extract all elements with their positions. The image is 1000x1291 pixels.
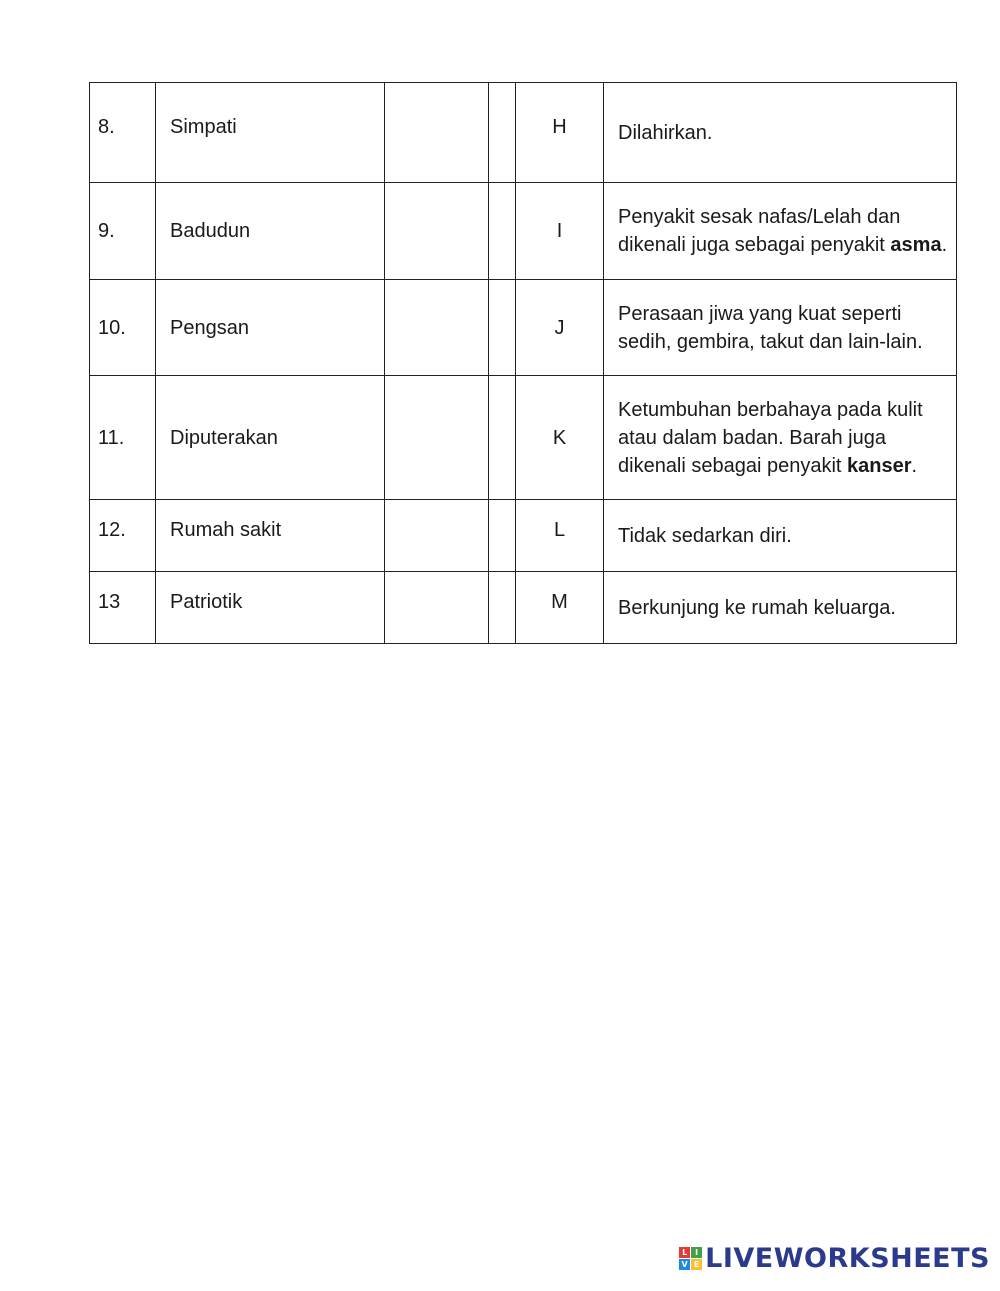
table-row xyxy=(90,280,957,376)
logo-cube: E xyxy=(691,1259,702,1270)
option-letter: M xyxy=(516,572,604,644)
gap-cell xyxy=(489,572,516,644)
row-number: 13 xyxy=(90,572,156,644)
option-letter: J xyxy=(516,280,604,376)
bold-term: kanser xyxy=(847,454,912,477)
row-number: 11. xyxy=(90,376,156,500)
logo-cube: V xyxy=(679,1259,690,1270)
definition-text: Perasaan jiwa yang kuat seperti sedih, gembira, takut dan lain-lain. xyxy=(604,280,957,376)
logo-cube: L xyxy=(679,1247,690,1258)
option-letter: K xyxy=(516,376,604,500)
definition-text: Ketumbuhan berbahaya pada kulit atau dalam badan. Barah juga dikenali sebagai penyakit kanser. xyxy=(604,376,957,500)
row-number: 8. xyxy=(90,83,156,183)
matching-table xyxy=(89,82,957,644)
liveworksheets-logo xyxy=(679,1243,990,1274)
option-letter: H xyxy=(516,83,604,183)
answer-box[interactable] xyxy=(385,183,489,280)
answer-box[interactable] xyxy=(385,280,489,376)
gap-cell xyxy=(489,376,516,500)
gap-cell xyxy=(489,183,516,280)
definition-text: Berkunjung ke rumah keluarga. xyxy=(604,572,957,644)
row-number: 9. xyxy=(90,183,156,280)
table-row xyxy=(90,572,957,644)
option-letter: I xyxy=(516,183,604,280)
term-word: Badudun xyxy=(156,183,385,280)
answer-box[interactable] xyxy=(385,572,489,644)
table-row xyxy=(90,376,957,500)
term-word: Simpati xyxy=(156,83,385,183)
definition-text: Penyakit sesak nafas/Lelah dan dikenali juga sebagai penyakit asma. xyxy=(604,183,957,280)
table-row xyxy=(90,183,957,280)
definition-text: Tidak sedarkan diri. xyxy=(604,500,957,572)
row-number: 12. xyxy=(90,500,156,572)
answer-box[interactable] xyxy=(385,376,489,500)
bold-term: asma xyxy=(890,234,942,256)
table-row xyxy=(90,83,957,183)
term-word: Diputerakan xyxy=(156,376,385,500)
gap-cell xyxy=(489,83,516,183)
answer-box[interactable] xyxy=(385,83,489,183)
term-word: Rumah sakit xyxy=(156,500,385,572)
answer-box[interactable] xyxy=(385,500,489,572)
logo-text: LIVEWORKSHEETS xyxy=(705,1243,990,1274)
table-row xyxy=(90,500,957,572)
term-word: Pengsan xyxy=(156,280,385,376)
logo-cube: I xyxy=(691,1247,702,1258)
option-letter: L xyxy=(516,500,604,572)
gap-cell xyxy=(489,500,516,572)
logo-cubes-icon xyxy=(679,1247,702,1270)
gap-cell xyxy=(489,280,516,376)
term-word: Patriotik xyxy=(156,572,385,644)
definition-text: Dilahirkan. xyxy=(604,83,957,183)
row-number: 10. xyxy=(90,280,156,376)
